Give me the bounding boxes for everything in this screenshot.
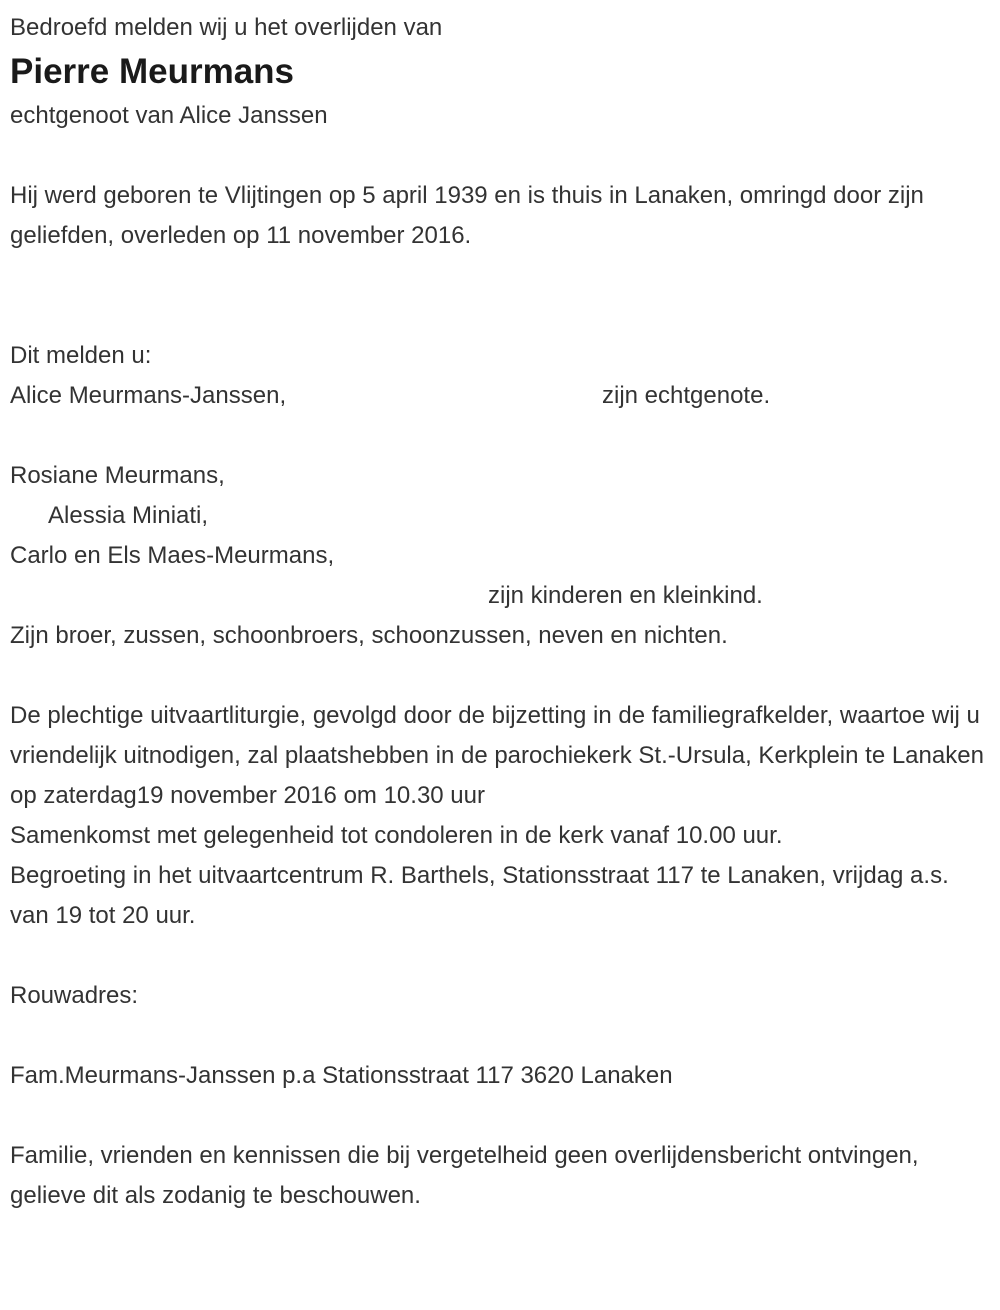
service-paragraph: De plechtige uitvaartliturgie, gevolgd door de bijzetting in de familiegrafkelder, waartoe wij u vriendelijk uitnodigen, zal plaatshebben in de parochiekerk St.-Ursula, Kerkplein te Lanaken op zaterdag19 november 2016 om 10.30 uur xyxy=(10,702,984,809)
spouse-name: Alice Meurmans-Janssen, xyxy=(10,382,287,409)
intro-line: Bedroefd melden wij u het overlijden van xyxy=(10,14,443,41)
spouse-relation: zijn echtgenote. xyxy=(602,382,771,409)
children-relation: zijn kinderen en kleinkind. xyxy=(488,582,763,609)
child-line: Rosiane Meurmans, xyxy=(10,462,225,489)
spouse-line xyxy=(10,376,984,416)
mourning-address-label: Rouwadres: xyxy=(10,982,139,1009)
children-list xyxy=(10,456,984,576)
child-line: Carlo en Els Maes-Meurmans, xyxy=(10,542,335,569)
visitation-line: Begroeting in het uitvaartcentrum R. Barthels, Stationsstraat 117 te Lanaken, vrijdag a.s. van 19 tot 20 uur. xyxy=(10,862,949,929)
mourning-address: Fam.Meurmans-Janssen p.a Stationsstraat 117 3620 Lanaken xyxy=(10,1062,673,1089)
announcers-label: Dit melden u: xyxy=(10,342,152,369)
closing-note: Familie, vrienden en kennissen die bij vergetelheid geen overlijdensbericht ontvingen, gelieve dit als zodanig te beschouwen. xyxy=(10,1142,919,1209)
other-relatives: Zijn broer, zussen, schoonbroers, schoonzussen, neven en nichten. xyxy=(10,622,728,649)
deceased-name: Pierre Meurmans xyxy=(10,52,295,91)
gathering-line: Samenkomst met gelegenheid tot condoleren in de kerk vanaf 10.00 uur. xyxy=(10,822,783,849)
child-line: Alessia Miniati, xyxy=(48,502,209,529)
life-paragraph: Hij werd geboren te Vlijtingen op 5 april 1939 en is thuis in Lanaken, omringd door zijn geliefden, overleden op 11 november 2016. xyxy=(10,182,924,249)
relation-subtitle: echtgenoot van Alice Janssen xyxy=(10,102,328,129)
